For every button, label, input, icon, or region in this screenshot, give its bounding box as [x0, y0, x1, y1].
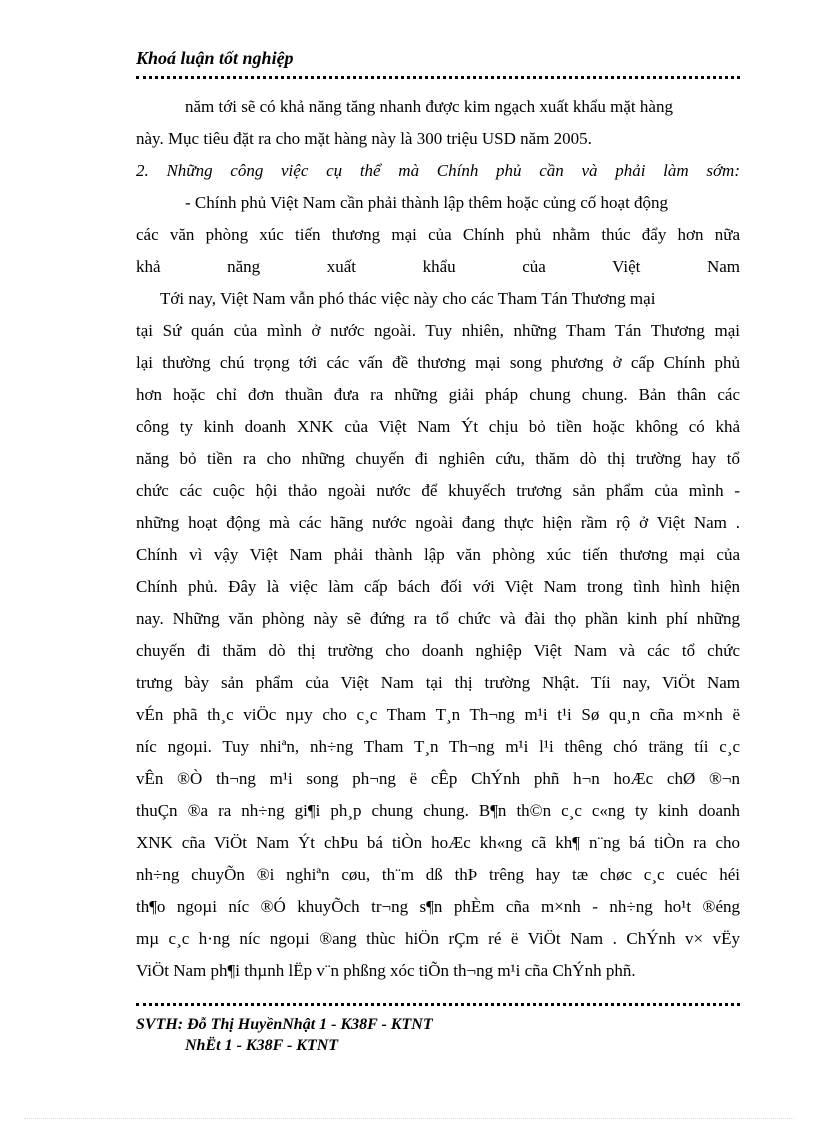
footer-class: NhËt 1 - K38F - KTNT [185, 1037, 339, 1054]
body-line: XNK cña ViÖt Nam Ýt chÞu bá tiÒn hoÆc kh«ng cã kh¶ n¨ng bá tiÒn ra cho [136, 833, 740, 852]
footer-author: SVTH: Đỗ Thị HuyềnNhật 1 - K38F - KTNT [136, 1016, 433, 1033]
body-line: khả năng xuất khẩu của Việt Nam [136, 257, 740, 276]
body-line: hơn hoặc chỉ đơn thuần đưa ra những giải pháp chung chung. Bản thân các [136, 385, 740, 404]
body-line: chức các cuộc hội thảo ngoài nước để khuyếch trương sản phẩm của mình - [136, 481, 740, 500]
body-line: lại thường chú trọng tới các vấn đề thương mại song phương ở cấp Chính phủ [136, 353, 740, 372]
body-line: 2. Những công việc cụ thể mà Chính phủ cần và phải làm sớm: [136, 161, 740, 180]
body-line: này. Mục tiêu đặt ra cho mặt hàng này là 300 triệu USD năm 2005. [136, 129, 592, 148]
body-line: mµ c¸c h·ng níc ngoµi ®ang thùc hiÖn rÇm ré ë ViÖt Nam . ChÝnh v× vËy [136, 929, 740, 948]
body-line: ViÖt Nam ph¶i thµnh lËp v¨n phßng xóc tiÕn th¬ng m¹i cña ChÝnh phñ. [136, 961, 636, 980]
body-line: nh÷ng chuyÕn ®i nghiªn cøu, th¨m dß thÞ trêng hay tæ chøc c¸c cuéc héi [136, 865, 740, 884]
body-line: năm tới sẽ có khả năng tăng nhanh được kim ngạch xuất khẩu mặt hàng [185, 97, 673, 116]
body-line: Tới nay, Việt Nam vẫn phó thác việc này cho các Tham Tán Thương mại [160, 289, 656, 308]
body-line: vÉn phã th¸c viÖc nµy cho c¸c Tham T¸n Th¬ng m¹i t¹i Sø qu¸n cña m×nh ë [136, 705, 740, 724]
body-line: níc ngoµi. Tuy nhiªn, nh÷ng Tham T¸n Th¬ng m¹i l¹i thêng chó träng tíi c¸c [136, 737, 740, 756]
header-divider [136, 76, 740, 79]
body-line: chuyến đi thăm dò thị trường cho doanh nghiệp Việt Nam và các tổ chức [136, 641, 740, 660]
body-line: những hoạt động mà các hãng nước ngoài đang thực hiện rầm rộ ở Việt Nam . [136, 513, 740, 532]
footer-divider [136, 1003, 740, 1006]
body-line: các văn phòng xúc tiến thương mại của Chính phủ nhằm thúc đẩy hơn nữa [136, 225, 740, 244]
body-line: - Chính phủ Việt Nam cần phải thành lập thêm hoặc củng cố hoạt động [185, 193, 669, 212]
body-line: tại Sứ quán của mình ở nước ngoài. Tuy nhiên, những Tham Tán Thương mại [136, 321, 740, 340]
body-line: trưng bày sản phẩm của Việt Nam tại thị trường Nhật. Tíi nay, ViÖt Nam [136, 673, 740, 692]
page-edge-divider [24, 1118, 794, 1119]
body-line: vÊn ®Ò th¬ng m¹i song ph¬ng ë cÊp ChÝnh phñ h¬n hoÆc chØ ®¬n [136, 769, 740, 788]
body-line: nay. Những văn phòng này sẽ đứng ra tổ chức và đài thọ phần kinh phí những [136, 609, 740, 628]
body-line: Chính vì vậy Việt Nam phải thành lập văn phòng xúc tiến thương mại của [136, 545, 740, 564]
body-line: Chính phủ. Đây là việc làm cấp bách đối với Việt Nam trong tình hình hiện [136, 577, 740, 596]
body-line: thuÇn ®a ra nh÷ng gi¶i ph¸p chung chung. B¶n th©n c¸c c«ng ty kinh doanh [136, 801, 740, 820]
body-line: năng bỏ tiền ra cho những chuyến đi nghiên cứu, thăm dò thị trường hay tổ [136, 449, 740, 468]
body-line: công ty kinh doanh XNK của Việt Nam Ýt chịu bỏ tiền hoặc không có khả [136, 417, 740, 436]
body-line: th¶o ngoµi níc ®Ó khuyÕch tr¬ng s¶n phÈm cña m×nh - nh÷ng ho¹t ®éng [136, 897, 740, 916]
running-header: Khoá luận tốt nghiệp [136, 48, 294, 68]
